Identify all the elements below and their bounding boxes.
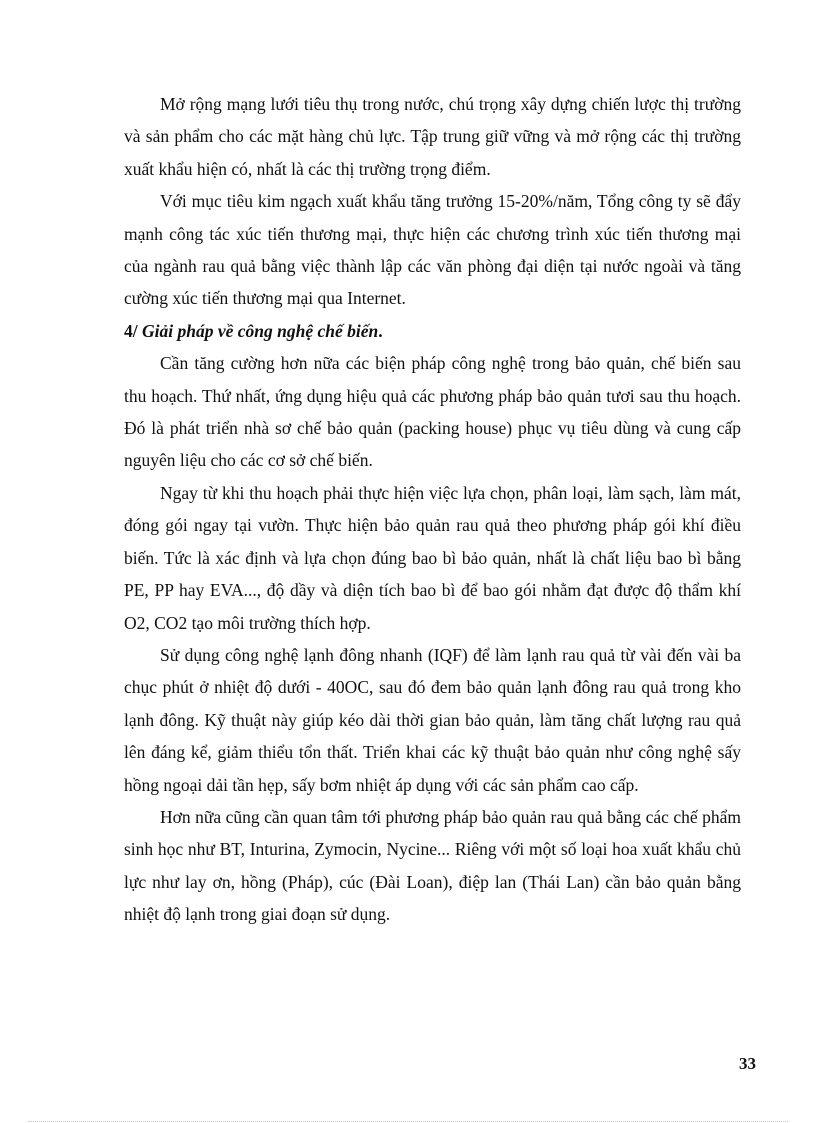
page-bottom-rule — [28, 1121, 788, 1122]
section-title: Giải pháp về công nghệ chế biến — [142, 320, 379, 341]
section-number: 4/ — [124, 320, 138, 341]
section-title-end: . — [378, 320, 383, 341]
paragraph-packaging: Ngay từ khi thu hoạch phải thực hiện việc lựa chọn, phân loại, làm sạch, làm mát, đóng gói ngay tại vườn. Thực hiện bảo quản rau quả theo phương pháp gói khí điều biến. Tức là xác định và lựa chọn đúng bao bì bảo quản, nhất là chất liệu bao bì bằng PE, PP hay EVA..., độ dầy và diện tích bao bì để bao gói nhằm đạt được độ thẩm khí O2, CO2 tạo môi trường thích hợp. — [124, 482, 741, 633]
paragraph-iqf-freezing: Sử dụng công nghệ lạnh đông nhanh (IQF) để làm lạnh rau quả từ vài đến vài ba chục phút ở nhiệt độ dưới - 40OC, sau đó đem bảo quản lạnh đông rau quả trong kho lạnh đông. Kỹ thuật này giúp kéo dài thời gian bảo quản, làm tăng chất lượng rau quả lên đáng kể, giảm thiểu tổn thất. Triển khai các kỹ thuật bảo quản như công nghệ sấy hồng ngoại dải tần hẹp, sấy bơm nhiệt áp dụng với các sản phẩm cao cấp. — [124, 644, 741, 795]
paragraph-post-harvest: Cần tăng cường hơn nữa các biện pháp công nghệ trong bảo quản, chế biến sau thu hoạch. Thứ nhất, ứng dụng hiệu quả các phương pháp bảo quản tươi sau thu hoạch. Đó là phát triển nhà sơ chế bảo quản (packing house) phục vụ tiêu dùng và cung cấp nguyên liệu cho các cơ sở chế biến. — [124, 353, 741, 471]
paragraph-biological-preservation: Hơn nữa cũng cần quan tâm tới phương pháp bảo quản rau quả bằng các chế phẩm sinh học như BT, Inturina, Zymocin, Nycine... Riêng với một số loại hoa xuất khẩu chủ lực như lay ơn, hồng (Pháp), cúc (Đài Loan), điệp lan (Thái Lan) cần bảo quản bằng nhiệt độ lạnh trong giai đoạn sử dụng. — [124, 806, 741, 925]
paragraph-export-target: Với mục tiêu kim ngạch xuất khẩu tăng trưởng 15-20%/năm, Tổng công ty sẽ đẩy mạnh công tác xúc tiến thương mại, thực hiện các chương trình xúc tiến thương mại của ngành rau quả bằng việc thành lập các văn phòng đại diện tại nước ngoài và tăng cường xúc tiến thương mại qua Internet. — [124, 191, 741, 309]
section-heading — [124, 315, 741, 347]
page-number: 33 — [739, 1054, 756, 1073]
page-content — [124, 88, 741, 931]
paragraph-domestic-market: Mở rộng mạng lưới tiêu thụ trong nước, chú trọng xây dựng chiến lược thị trường và sản phẩm cho các mặt hàng chủ lực. Tập trung giữ vững và mở rộng các thị trường xuất khẩu hiện có, nhất là các thị trường trọng điểm. — [124, 94, 741, 179]
